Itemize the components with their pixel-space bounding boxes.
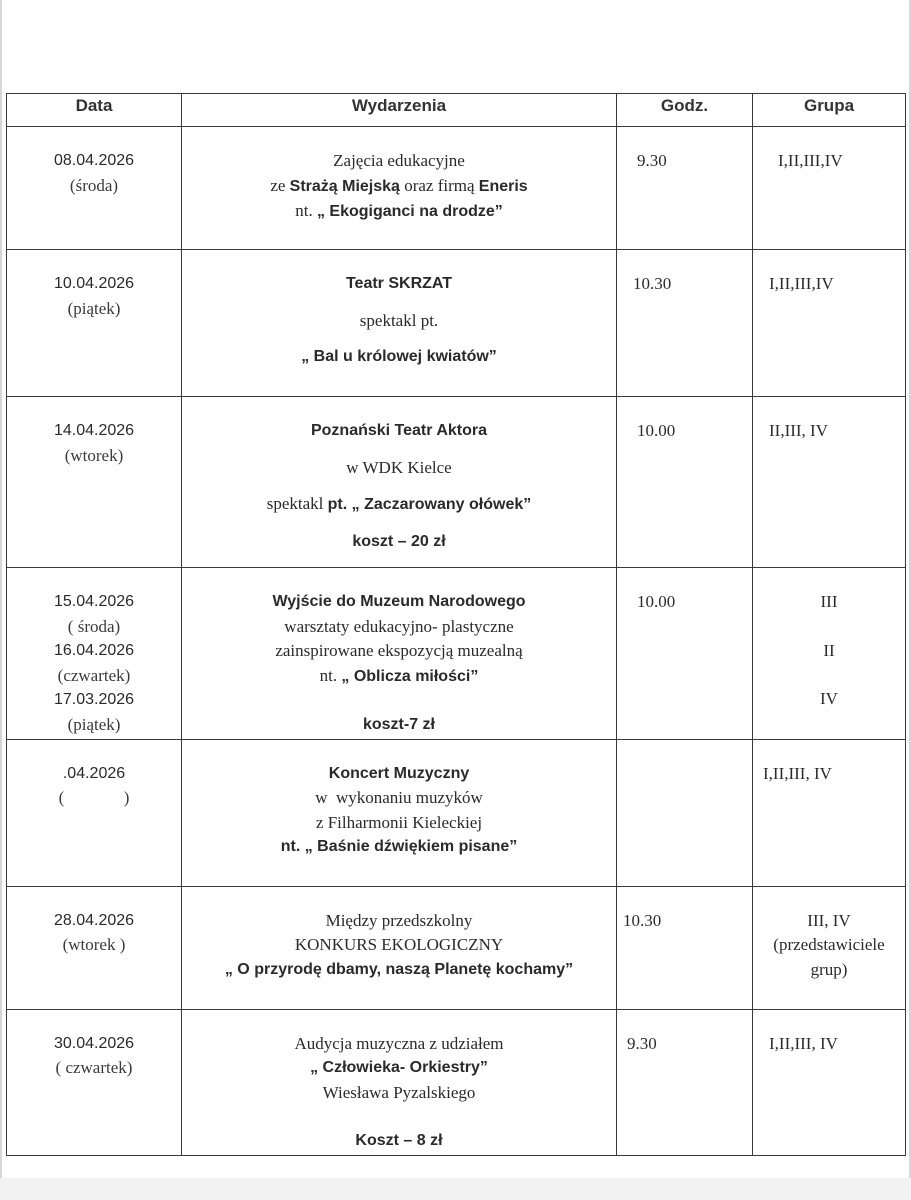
- hour-cell: 10.30: [617, 886, 753, 1009]
- event-line: Wiesława Pyzalskiego: [322, 1082, 476, 1102]
- event-weekday: (piątek): [67, 714, 121, 734]
- hour-cell: 10.00: [617, 568, 753, 739]
- event-cell: [182, 250, 617, 397]
- group-label: II: [823, 640, 835, 660]
- event-cell: [182, 127, 617, 250]
- table-row: [7, 739, 906, 886]
- event-title: „ O przyrodę dbamy, naszą Planetę kochamy”: [224, 960, 574, 978]
- screen-edge-left: [0, 0, 2, 1200]
- event-weekday: ( środa): [67, 616, 121, 636]
- date-cell: [7, 886, 182, 1009]
- group-cell: II,III, IV: [753, 397, 906, 568]
- hour-cell: 9.30: [617, 127, 753, 250]
- event-line: zainspirowane ekspozycją muzealną: [275, 641, 523, 661]
- table-row: [7, 397, 906, 568]
- event-line: nt. „ Oblicza miłości”: [319, 665, 479, 685]
- event-date: .04.2026: [62, 764, 126, 782]
- group-cell: [753, 886, 906, 1009]
- table-row: [7, 886, 906, 1009]
- event-cost: koszt – 20 zł: [352, 532, 446, 550]
- event-line: w WDK Kielce: [346, 457, 452, 477]
- event-cell: [182, 886, 617, 1009]
- event-date: 14.04.2026: [53, 422, 135, 440]
- event-weekday: ( czwartek): [55, 1058, 133, 1078]
- date-cell: [7, 739, 182, 886]
- header-group: Grupa: [753, 94, 906, 127]
- event-weekday: ( ): [58, 788, 130, 808]
- event-line: nt. „ Baśnie dźwiękiem pisane”: [280, 838, 518, 856]
- event-date: 08.04.2026: [53, 152, 135, 169]
- table-header-row: [7, 94, 906, 127]
- group-label: grup): [810, 959, 848, 979]
- event-cost: koszt-7 zł: [362, 716, 435, 734]
- event-title: „ Człowieka- Orkiestry”: [310, 1059, 488, 1077]
- event-weekday: (wtorek): [64, 445, 124, 465]
- event-line: z Filharmonii Kieleckiej: [315, 812, 483, 832]
- event-line: „ Bal u królowej kwiatów”: [301, 348, 497, 366]
- group-cell: I,II,III, IV: [753, 739, 906, 886]
- date-cell: [7, 250, 182, 397]
- event-weekday: (wtorek ): [62, 935, 126, 955]
- date-cell: [7, 127, 182, 250]
- group-cell: I,II,III,IV: [753, 250, 906, 397]
- group-label: (przedstawiciele: [773, 935, 885, 955]
- table-row: [7, 127, 906, 250]
- group-cell: I,II,III,IV: [753, 127, 906, 250]
- header-date: Data: [7, 94, 182, 127]
- hour-cell: 10.00: [617, 397, 753, 568]
- event-cell: [182, 568, 617, 739]
- table-row: [7, 1009, 906, 1155]
- screen-bottom-bar: [0, 1178, 911, 1200]
- event-line: KONKURS EKOLOGICZNY: [294, 935, 504, 955]
- table-row: [7, 250, 906, 397]
- hour-cell: 10.30: [617, 250, 753, 397]
- event-title: Poznański Teatr Aktora: [310, 422, 488, 440]
- header-events: Wydarzenia: [182, 94, 617, 127]
- hour-cell: 9.30: [617, 1009, 753, 1155]
- event-cell: [182, 739, 617, 886]
- event-line: spektakl pt. „ Zaczarowany ołówek”: [266, 494, 532, 514]
- event-line: w wykonaniu muzyków: [315, 788, 483, 808]
- group-label: III, IV: [807, 910, 851, 930]
- event-line: Między przedszkolny: [325, 910, 473, 930]
- event-title: Wyjście do Muzeum Narodowego: [272, 593, 526, 611]
- event-weekday: (czwartek): [57, 665, 131, 685]
- event-cell: [182, 397, 617, 568]
- event-date: 28.04.2026: [53, 911, 135, 929]
- event-title: Teatr SKRZAT: [345, 275, 453, 293]
- event-cost: Koszt – 8 zł: [355, 1132, 443, 1150]
- group-label: IV: [820, 689, 838, 709]
- event-line: spektakl pt.: [359, 310, 439, 330]
- date-cell: [7, 568, 182, 739]
- event-date: 10.04.2026: [53, 275, 135, 293]
- event-title: Koncert Muzyczny: [328, 764, 470, 782]
- group-label: III: [820, 592, 838, 612]
- event-date: 17.03.2026: [53, 691, 135, 709]
- group-cell: I,II,III, IV: [753, 1009, 906, 1155]
- event-date: 16.04.2026: [53, 642, 135, 660]
- event-date: 15.04.2026: [53, 593, 135, 611]
- header-hour: Godz.: [617, 94, 753, 127]
- event-line: ze Strażą Miejską oraz firmą Eneris: [270, 175, 528, 195]
- hour-cell: [617, 739, 753, 886]
- event-weekday: (środa): [69, 175, 119, 195]
- event-line: Audycja muzyczna z udziałem: [294, 1033, 504, 1053]
- event-weekday: (piątek): [67, 298, 121, 318]
- event-cell: [182, 1009, 617, 1155]
- table-row: [7, 568, 906, 739]
- events-schedule-table: [6, 93, 906, 1156]
- event-line: warsztaty edukacyjno- plastyczne: [284, 616, 514, 636]
- event-line: nt. „ Ekogiganci na drodze”: [295, 201, 503, 220]
- date-cell: [7, 397, 182, 568]
- event-line: Zajęcia edukacyjne: [333, 151, 465, 170]
- date-cell: [7, 1009, 182, 1155]
- event-date: 30.04.2026: [53, 1034, 135, 1052]
- group-cell: [753, 568, 906, 739]
